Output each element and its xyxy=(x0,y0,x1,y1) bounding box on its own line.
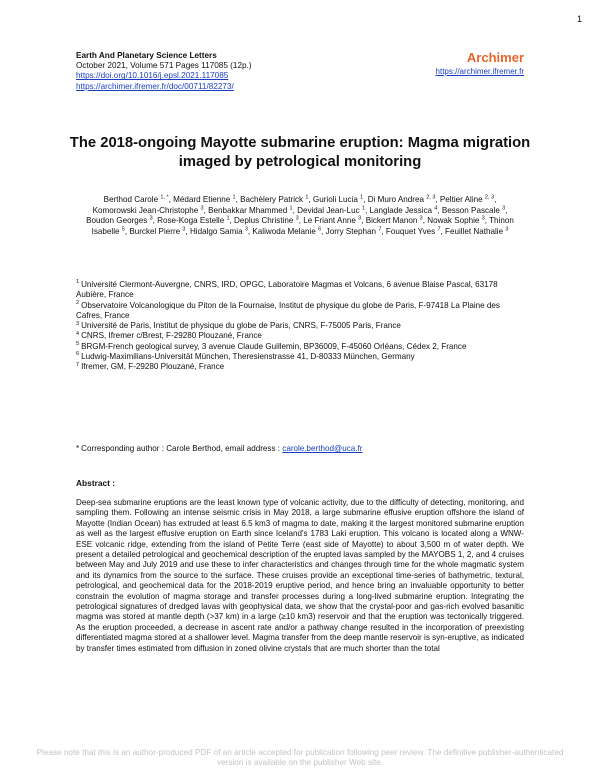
author-affiliation-mark: 1 xyxy=(289,204,293,211)
author-affiliation-mark: 4 xyxy=(434,204,438,211)
author-affiliation-mark: 3 xyxy=(244,226,248,233)
author-name: Feuillet Nathalie xyxy=(445,226,504,236)
abstract-heading: Abstract : xyxy=(76,478,116,488)
author-affiliation-mark: 1 xyxy=(226,215,230,222)
author-name: Gurioli Lucia xyxy=(312,195,358,204)
affiliation xyxy=(76,362,524,372)
doi-link[interactable]: https://doi.org/10.1016/j.epsl.2021.117085 xyxy=(76,71,229,81)
author-affiliation-mark: 3 xyxy=(358,215,362,222)
author-name: Benbakkar Mhammed xyxy=(208,205,288,215)
author xyxy=(427,216,485,225)
author-name: Hidalgo Samia xyxy=(189,226,243,236)
author-name: Kaliwoda Melanie xyxy=(252,226,316,236)
author-name: Bachèlery Patrick xyxy=(240,195,304,204)
journal-name: Earth And Planetary Science Letters xyxy=(76,51,217,60)
author xyxy=(190,227,248,236)
author xyxy=(366,216,423,225)
affiliation-number: 2 xyxy=(76,299,80,306)
affiliation xyxy=(76,331,524,341)
affiliation-text: Ludwig-Maximilians-Universität München, Theresienstrasse 41, D-80333 München, Germany xyxy=(81,352,415,362)
author-affiliation-mark: 1, * xyxy=(160,194,169,201)
affiliation-number: 6 xyxy=(76,351,80,358)
author-name: Di Muro Andrea xyxy=(367,195,424,204)
page-number: 1 xyxy=(576,14,582,24)
archimer-logo: Archimer xyxy=(466,50,524,65)
paper-title: The 2018-ongoing Mayotte submarine eruption: Magma migration imaged by petrological monitoring xyxy=(69,135,531,170)
author-affiliation-mark: 3 xyxy=(505,226,509,233)
author xyxy=(297,206,365,215)
author-affiliation-mark: 1 xyxy=(360,194,364,201)
author-name: Rose-Koga Estelle xyxy=(157,216,225,226)
author xyxy=(369,206,437,215)
author xyxy=(93,206,204,215)
author-name: Thinon Isabelle xyxy=(91,216,514,236)
author-affiliation-mark: 1 xyxy=(361,204,365,211)
author xyxy=(208,206,293,215)
author-name: Peltier Aline xyxy=(439,195,483,204)
journal-issue: October 2021, Volume 571 Pages 117085 (12p.) xyxy=(76,61,252,71)
affiliation-text: Université Clermont-Auvergne, CNRS, IRD, OPGC, Laboratoire Magmas et Volcans, 6 avenue Blaise Pascal, 63178 Aubière, France xyxy=(76,280,498,300)
archimer-doc-link[interactable]: https://archimer.ifremer.fr/doc/00711/82273/ xyxy=(76,81,234,91)
author xyxy=(104,195,169,204)
affiliation-text: BRGM-French geological survey, 3 avenue Claude Guillemin, BP36009, F-45060 Orléans, Cédex 2, France xyxy=(81,341,467,351)
footer-note: Please note that this is an author-produced PDF of an article accepted for publication following peer review. The definitive publisher-authenticated version is available on the publisher Web site. xyxy=(36,748,564,768)
author-affiliation-mark: 3 xyxy=(481,215,485,222)
author xyxy=(129,227,185,236)
abstract-text: Deep-sea submarine eruptions are the least known type of volcanic activity, due to the difficulty of detecting, monitoring, and sampling them. Following an intense seismic crisis in May 2018, a large submarine effusive eruption offshore the island of Mayotte (Indian Ocean) has extruded at least 6.5 km3 of magma to date, making it the largest monitored submarine eruption as well as the largest effusive eruption on Earth since Iceland's 1783 Laki eruption. This volcano is located along a WNW-ESE volcanic ridge, extending from the island of Petite Terre (east side of Mayotte) to about 3,500 m of water depth. We present a detailed petrological and geochemical description of the erupted lavas sampled by the MAYOBS 1, 2, and 4 cruises between May and July 2019 and use these to infer characteristics and changes through time for the whole magmatic system and its dynamics from the source to the surface. These cruises provide an exceptional time-series of bathymetric, textural, petrological, and geochemical data for the 2018-2019 eruptive period, and hence bring an invaluable opportunity to better constrain the evolution of magma storage and transfer processes during a long-lived submarine eruption. Integrating the petrological signatures of dredged lavas with geophysical data, we show that the crystal-poor and gas-rich evolved basanitic magma was stored at mantle depth (>37 km) in a large (≥10 km3) reservoir and that the eruption was tectonically triggered. As the eruption proceeded, a decrease in ascent rate and/or a pathway change resulted in the incorporation of preexisting differentiated magma stored at a shallower level. Magma transfer from the deep mantle reservoir is syn-eruptive, as indicated by transfer times estimated from diffusion in zoned olivine crystals that are much shorter than the total xyxy=(76,498,524,653)
author xyxy=(386,227,441,236)
author-name: Nowak Sophie xyxy=(427,216,480,226)
author-name: Bickert Manon xyxy=(365,216,418,226)
author-affiliation-mark: 1 xyxy=(305,194,309,201)
author-affiliation-mark: 5 xyxy=(121,226,125,233)
affiliation-number: 3 xyxy=(76,320,80,327)
affiliation xyxy=(76,342,524,352)
author-affiliation-mark: 3 xyxy=(419,215,423,222)
author-name: Devidal Jean-Luc xyxy=(297,205,360,215)
affiliation-number: 5 xyxy=(76,341,80,348)
corresponding-author xyxy=(76,444,362,453)
affiliation xyxy=(76,301,524,322)
author-name: Langlade Jessica xyxy=(369,205,432,215)
author-name: Boudon Georges xyxy=(86,216,148,226)
author-name: Berthod Carole xyxy=(103,195,159,204)
author-affiliation-mark: 2, 3 xyxy=(426,194,436,201)
author-name: Médard Etienne xyxy=(173,195,231,204)
journal-info xyxy=(76,51,252,92)
author-affiliation-mark: 7 xyxy=(437,226,441,233)
author xyxy=(157,216,229,225)
affiliation-list xyxy=(76,280,524,373)
author-affiliation-mark: 2, 3 xyxy=(484,194,495,201)
author xyxy=(445,227,508,236)
affiliation xyxy=(76,321,524,331)
affiliation-number: 4 xyxy=(76,330,80,337)
author-name: Le Friant Anne xyxy=(303,216,356,226)
author-name: Burckel Pierre xyxy=(129,226,181,236)
author xyxy=(313,195,363,204)
author xyxy=(442,206,505,215)
author-name: Deplus Christine xyxy=(234,216,294,226)
archimer-header xyxy=(436,52,524,78)
author-affiliation-mark: 3 xyxy=(149,215,153,222)
author xyxy=(173,195,235,204)
author xyxy=(368,195,436,204)
author-name: Besson Pascale xyxy=(441,205,500,215)
author-affiliation-mark: 3 xyxy=(200,204,204,211)
author xyxy=(303,216,361,225)
affiliation xyxy=(76,352,524,362)
author xyxy=(240,195,308,204)
author xyxy=(234,216,299,225)
corresponding-label: Corresponding author : Carole Berthod, email address : xyxy=(81,444,281,453)
author xyxy=(440,195,494,204)
author-affiliation-mark: 6 xyxy=(318,226,322,233)
author-affiliation-mark: 3 xyxy=(295,215,299,222)
affiliation-number: 1 xyxy=(76,279,80,286)
author xyxy=(86,216,153,225)
affiliation-text: CNRS, Ifremer c/Brest, F-29280 Plouzané, France xyxy=(81,331,262,341)
author-affiliation-mark: 1 xyxy=(232,194,236,201)
author-affiliation-mark: 7 xyxy=(378,226,382,233)
author-name: Jorry Stephan xyxy=(325,226,377,236)
author-affiliation-mark: 3 xyxy=(182,226,186,233)
affiliation-number: 7 xyxy=(76,361,80,368)
email-link[interactable]: carole.berthod@uca.fr xyxy=(282,444,363,453)
author xyxy=(252,227,321,236)
author-name: Fouquet Yves xyxy=(385,226,436,236)
affiliation-text: Ifremer, GM, F-29280 Plouzané, France xyxy=(81,362,225,372)
affiliation xyxy=(76,280,524,301)
author-list: Berthod Carole $^{1, *}$, Médard Etienne $^1$, Bachèlery Patrick $^1$, Gurioli Lucia $^1$, Di Muro Andrea $^{2, 3}$, Peltier Aline $^{2, 3}$, Komorowski Jean-Christophe $^3$, Benbakkar Mhammed $^1$, Devidal Jean-Luc $^1$, Langlade Jessica $^4$, Besson Pascale $^3$, Boudon Georges $^3$, Rose-Koga Estelle $^1$, Deplus Christine $^3$, Le Friant Anne $^3$, Bickert Manon $^3$, Nowak Sophie $^3$, Thinon Isabelle $^5$, Burckel Pierre $^3$, Hidalgo Samia $^3$, Kaliwoda Melanie $^6$, Jorry Stephan $^7$, Fouquet Yves $^7$, Feuillet Nathalie $^3$ xyxy=(86,194,514,236)
author-name: Komorowski Jean-Christophe xyxy=(92,205,199,215)
affiliation-text: Observatoire Volcanologique du Piton de la Fournaise, Institut de physique du globe de Paris, F-97418 La Plaine des Cafres, France xyxy=(76,300,500,320)
author xyxy=(326,227,382,236)
affiliation-text: Université de Paris, Institut de physique du globe de Paris, CNRS, F-75005 Paris, France xyxy=(81,321,401,331)
author-affiliation-mark: 3 xyxy=(502,204,506,211)
archimer-url-link[interactable]: https://archimer.ifremer.fr xyxy=(435,67,524,76)
asterisk-mark: * xyxy=(76,444,80,453)
